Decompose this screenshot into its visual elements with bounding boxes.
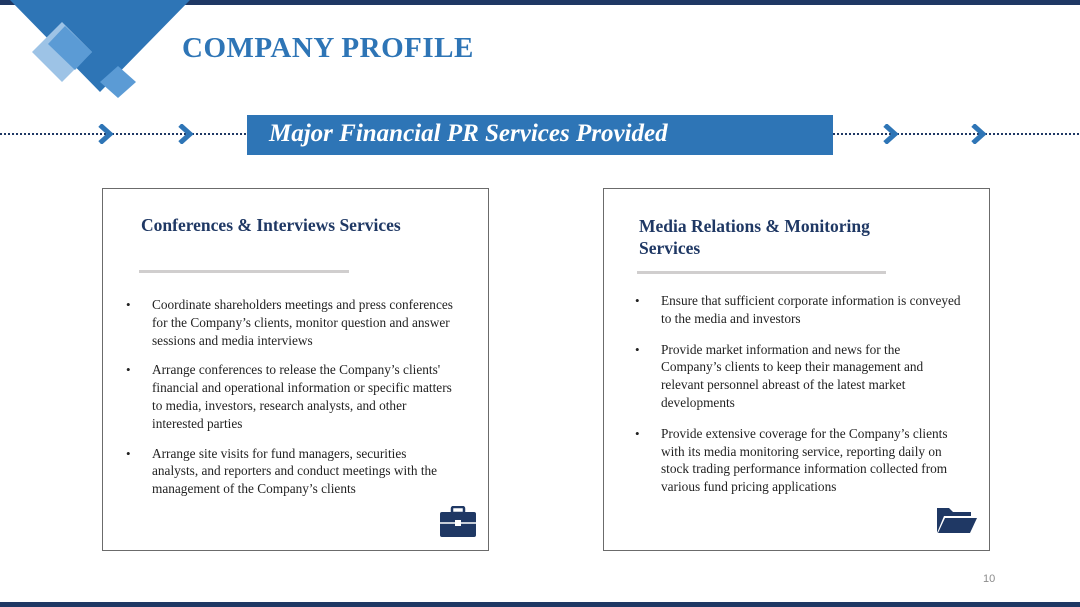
list-item-text: Ensure that sufficient corporate information is conveyed to the media and investors — [661, 293, 961, 326]
folder-icon — [936, 506, 978, 534]
bullet-glyph: • — [126, 445, 131, 461]
list-item — [632, 292, 962, 328]
diamond-logo-decoration — [0, 0, 200, 100]
card-title: Conferences & Interviews Services — [141, 215, 401, 235]
media-relations-card — [603, 188, 990, 551]
list-item-text: Arrange conferences to release the Company’s clients' financial and operational information or specific matters to media, investors, research analysts, and other interested parties — [152, 362, 452, 431]
card-title: Media Relations & Monitoring Services — [639, 216, 870, 258]
list-item — [123, 361, 453, 432]
list-item — [632, 341, 962, 412]
page-number: 10 — [983, 573, 996, 585]
card-divider — [637, 271, 886, 274]
list-item — [123, 296, 453, 349]
bullet-glyph: • — [635, 425, 640, 441]
banner-title: Major Financial PR Services Provided — [269, 120, 668, 147]
bullet-list — [123, 296, 453, 510]
bullet-glyph: • — [126, 362, 131, 378]
section-banner — [247, 115, 833, 155]
briefcase-icon — [439, 506, 477, 538]
list-item — [632, 425, 962, 496]
conferences-services-card — [102, 188, 489, 551]
page-title: COMPANY PROFILE — [182, 32, 474, 64]
banner-right-dotted-line — [833, 124, 1080, 144]
list-item — [123, 445, 453, 498]
bullet-list — [632, 292, 962, 509]
banner-left-dotted-line — [0, 124, 247, 144]
bullet-glyph: • — [635, 341, 640, 357]
bullet-glyph: • — [126, 297, 131, 312]
list-item-text: Provide extensive coverage for the Company’s clients with its media monitoring service, reporting daily on stock trading performance information collected from various fund pricing applications — [661, 425, 948, 495]
list-item-text: Provide market information and news for the Company’s clients to keep their management and relevant personnel abreast of the latest market developments — [661, 341, 924, 410]
list-item-text: Arrange site visits for fund managers, securities analysts, and reporters and conduct meetings with the management of the Company’s clients — [152, 445, 438, 497]
card-divider — [139, 270, 349, 273]
bullet-glyph: • — [635, 293, 640, 308]
bottom-border-bar — [0, 602, 1080, 607]
list-item-text: Coordinate shareholders meetings and press conferences for the Company’s clients, monitor question and answer sessions and media interviews — [152, 297, 453, 348]
